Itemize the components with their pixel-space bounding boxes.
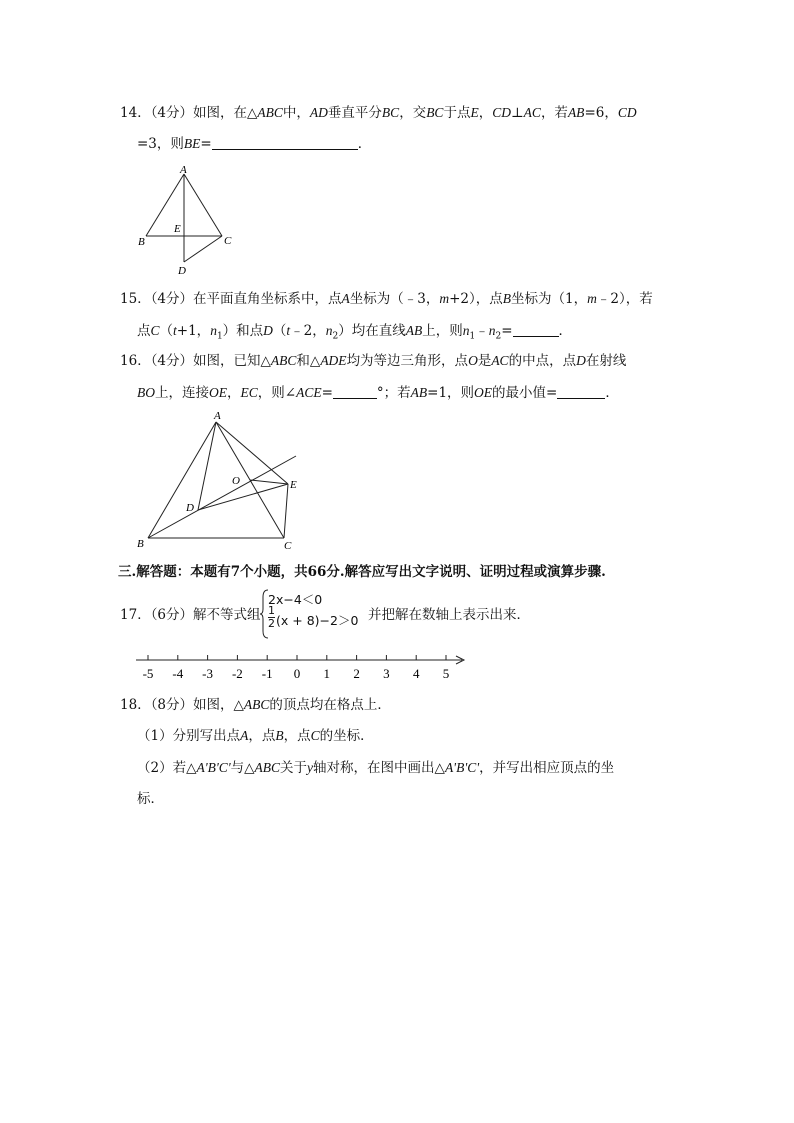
text: °；若	[376, 385, 411, 401]
q14-line1: 14．（4分）如图，在△ABC中，AD垂直平分BC，交BC于点E，CD⊥AC，若AB=6，CD	[120, 105, 637, 121]
var: ACE	[296, 385, 322, 400]
text: 轴对称，在图中画出△	[313, 760, 445, 776]
var: t	[286, 323, 291, 338]
text: 上，则	[422, 323, 463, 339]
q17-line: 17．（6分）解不等式组	[120, 607, 261, 623]
axis-label: -4	[172, 666, 184, 681]
var: ABC	[257, 105, 283, 120]
points: （4分）	[150, 353, 194, 369]
text: =	[200, 136, 212, 152]
text: （1）分别写出点	[137, 728, 241, 744]
text: 是	[477, 353, 492, 369]
label-E: E	[174, 223, 181, 235]
text: ，并写出相应顶点的坐	[479, 760, 615, 776]
var: AC	[491, 353, 509, 368]
var: AC	[523, 105, 541, 120]
text: 在射线	[585, 353, 627, 369]
text: ．	[558, 323, 573, 339]
points: （4分）	[150, 105, 194, 121]
text: ﹣	[475, 323, 489, 339]
text: 点	[137, 323, 151, 339]
axis-label: 5	[442, 666, 450, 681]
text: 坐标为（1，	[511, 291, 588, 307]
var: CD	[617, 105, 637, 120]
text: 解不等式组	[193, 607, 261, 623]
axis-label: 0	[293, 666, 301, 681]
q14-figure	[134, 160, 244, 280]
axis-label: -3	[202, 666, 214, 681]
var: y	[307, 760, 314, 775]
var: ABC	[243, 697, 270, 712]
text: ，点	[248, 728, 276, 744]
text: 在平面直角坐标系中，点	[193, 291, 342, 307]
text: （2）若△	[137, 760, 197, 776]
text: 的顶点均在格点上．	[269, 697, 391, 713]
label-D: D	[178, 265, 186, 277]
text: 与△	[230, 760, 255, 776]
var: AB	[410, 385, 428, 400]
var: AB	[567, 105, 585, 120]
text: ，若	[540, 105, 568, 121]
text: ﹣2，	[290, 323, 326, 339]
label-B: B	[138, 236, 145, 248]
text: ．	[357, 136, 372, 152]
var: A	[240, 728, 249, 743]
text: ，	[478, 105, 493, 121]
text: ，	[227, 385, 241, 401]
fraction-denominator: 2	[268, 617, 275, 630]
var: BO	[137, 385, 155, 400]
text: +1，	[176, 323, 211, 339]
q16-line2	[137, 384, 619, 402]
label-A: A	[180, 164, 187, 176]
inequality-2: (x + 8)−2＞0	[276, 613, 359, 628]
var: ADE	[320, 353, 347, 368]
question-number: 15	[120, 291, 138, 307]
points: （8分）	[150, 697, 194, 713]
axis-label: 4	[412, 666, 420, 681]
var: O	[468, 353, 478, 368]
axis-label: -2	[231, 666, 243, 681]
text: 关于	[280, 760, 308, 776]
label-B: B	[137, 538, 144, 550]
text: ）均在直线	[338, 323, 406, 339]
axis-label: 3	[383, 666, 390, 681]
fraction	[268, 605, 275, 630]
var: t	[173, 323, 177, 338]
text: =	[501, 323, 513, 339]
text: ，则∠	[257, 385, 297, 401]
q17-tail: 并把解在数轴上表示出来．	[368, 607, 530, 623]
label-E: E	[290, 479, 297, 491]
question-number: 16	[120, 353, 138, 369]
subscript: 1	[216, 331, 223, 342]
text: ﹣2），若	[596, 291, 653, 307]
text: （	[272, 323, 287, 339]
var: ABC	[254, 760, 281, 775]
q18-part1	[137, 727, 374, 745]
text: 如图，已知△	[193, 353, 271, 369]
var: BE	[183, 136, 201, 151]
text: （	[159, 323, 174, 339]
q16-figure	[134, 404, 309, 554]
text: +2），点	[449, 291, 503, 307]
section-heading: 三.解答题：本题有7个小题，共66分.解答应写出文字说明、证明过程或演算步骤.	[118, 564, 606, 580]
q18-part2	[137, 759, 614, 777]
var: m	[587, 291, 597, 306]
var: n	[488, 323, 496, 338]
text: ，交	[399, 105, 427, 121]
number-line	[134, 650, 474, 684]
var: BC	[426, 105, 444, 120]
var: ABC	[270, 353, 297, 368]
var: C	[150, 323, 160, 338]
text: 和△	[296, 353, 321, 369]
var: n	[462, 323, 470, 338]
label-D: D	[186, 502, 194, 514]
text: 中，	[282, 105, 310, 121]
var: A	[341, 291, 350, 306]
q15-line1: 15．（4分）在平面直角坐标系中，点A坐标为（﹣3，m+2），点B坐标为（1，m﹣2），若	[120, 291, 653, 307]
label-A: A	[214, 410, 221, 422]
text: ．	[605, 385, 619, 401]
var: D	[263, 323, 273, 338]
var: C	[310, 728, 320, 743]
text: =	[321, 385, 333, 401]
answer-blank[interactable]	[333, 384, 377, 399]
answer-blank[interactable]	[513, 322, 559, 337]
text: 于点	[443, 105, 471, 121]
text: 如图，△	[193, 697, 244, 713]
var: OE	[474, 385, 493, 400]
text: 如图，在△	[193, 105, 258, 121]
label-O: O	[232, 475, 240, 487]
axis-label: -5	[142, 666, 154, 681]
var: B	[502, 291, 512, 306]
points: （4分）	[150, 291, 194, 307]
q18-part2-cont: 标．	[137, 791, 164, 807]
answer-blank[interactable]	[212, 135, 358, 150]
var: AB	[405, 323, 423, 338]
var: EC	[240, 385, 258, 400]
text: 的坐标．	[319, 728, 374, 744]
var: AD	[309, 105, 328, 120]
text: ）和点	[222, 323, 264, 339]
text: =3，则	[137, 136, 184, 152]
var: m	[439, 291, 450, 306]
question-number: 18	[120, 697, 138, 713]
text: 的最小值=	[492, 385, 558, 401]
var: B	[275, 728, 284, 743]
q16-line1: 16．（4分）如图，已知△ABC和△ADE均为等边三角形，点O是AC的中点，点D在射线	[120, 353, 627, 369]
axis-label: -1	[261, 666, 273, 681]
var: n	[210, 323, 217, 338]
inequality-1: 2x−4＜0	[268, 592, 323, 607]
points: （6分）	[150, 607, 194, 623]
subscript: 2	[495, 331, 502, 342]
text: 均为等边三角形，点	[346, 353, 469, 369]
var: A'B'C'	[444, 760, 480, 775]
fraction-numerator: 1	[268, 604, 275, 617]
text: =1，则	[427, 385, 475, 401]
text: =6，	[584, 105, 618, 121]
label-C: C	[284, 540, 292, 552]
text: 垂直平分	[327, 105, 382, 121]
text: ，点	[283, 728, 311, 744]
q14-line2	[137, 135, 371, 153]
var: CD	[492, 105, 511, 120]
q15-line2	[137, 322, 572, 346]
question-number: 14	[120, 105, 138, 121]
subscript: 1	[469, 331, 476, 342]
label-C: C	[224, 235, 232, 247]
text: 坐标为（﹣3，	[349, 291, 440, 307]
answer-blank[interactable]	[557, 384, 605, 399]
var: OE	[209, 385, 227, 400]
axis-label: 2	[353, 666, 360, 681]
text: 的中点，点	[508, 353, 577, 369]
var: E	[470, 105, 479, 120]
axis-label: 1	[323, 666, 331, 681]
var: D	[576, 353, 586, 368]
var: BC	[381, 105, 400, 120]
subscript: 2	[332, 331, 339, 342]
text: ⊥	[510, 105, 524, 121]
text: 上，连接	[155, 385, 209, 401]
q18-line1: 18．（8分）如图，△ABC的顶点均在格点上．	[120, 697, 391, 713]
var: A'B'C'	[196, 760, 231, 775]
var: n	[325, 323, 333, 338]
question-number: 17	[120, 607, 138, 623]
